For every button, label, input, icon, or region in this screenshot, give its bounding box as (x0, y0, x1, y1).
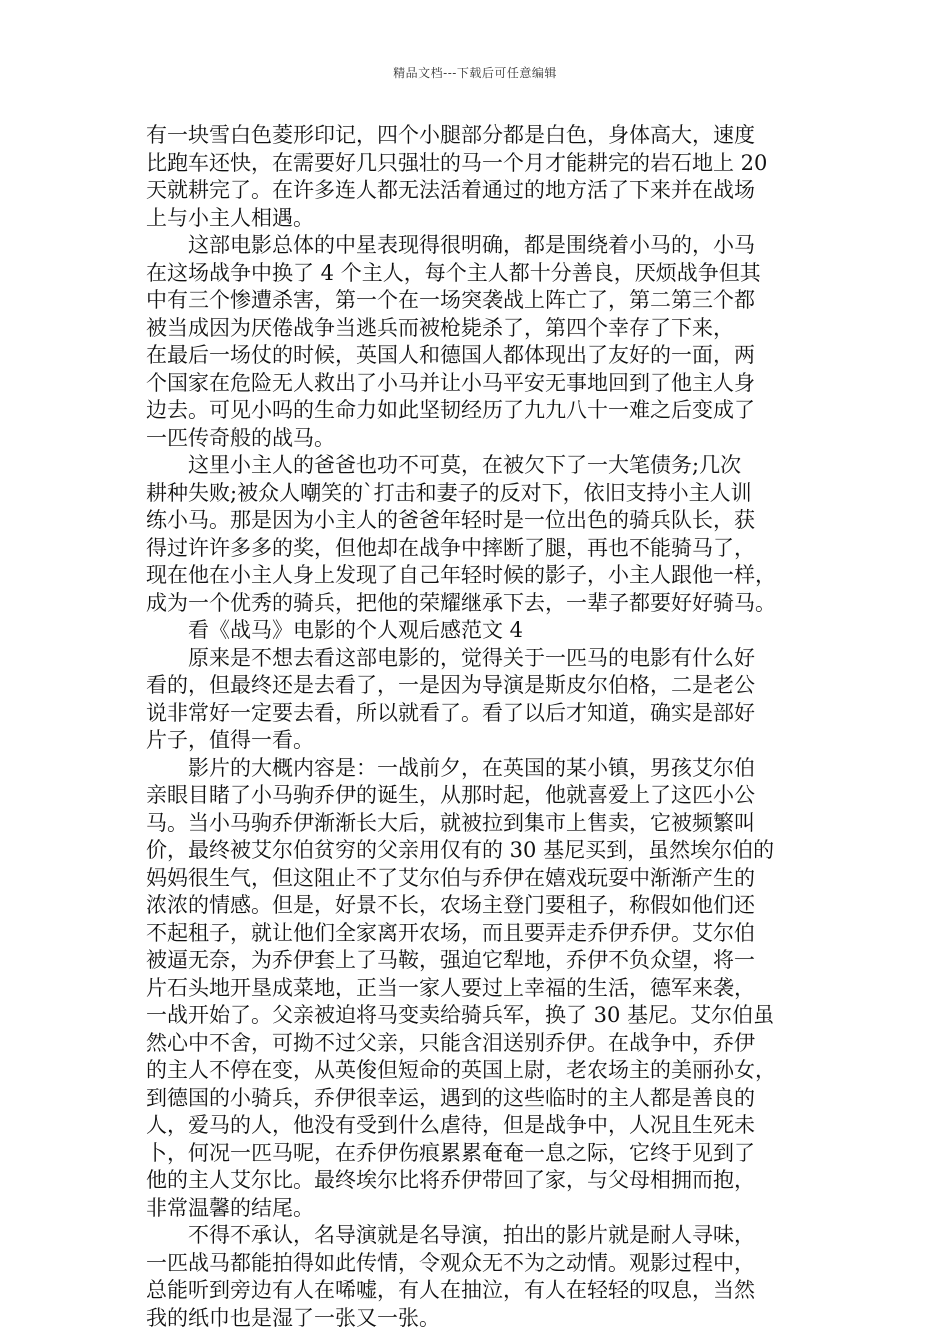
document-body (146, 122, 806, 1332)
text-line: 看的，但最终还是去看了，一是因为导演是斯皮尔伯格，二是老公 (146, 673, 755, 697)
text-line: 亲眼目睹了小马驹乔伊的诞生，从那时起，他就喜爱上了这匹小公 (146, 783, 755, 807)
text-line: 天就耕完了。在许多连人都无法活着通过的地方活了下来并在战场 (146, 178, 755, 202)
text-line: 这里小主人的爸爸也功不可莫，在被欠下了一大笔债务;几次 (146, 453, 742, 477)
text-line: 人，爱马的人，他没有受到什么虐待，但是战争中，人况且生死未 (146, 1113, 755, 1137)
text-line: 我的纸巾也是湿了一张又一张。 (146, 1305, 440, 1330)
text-line: 耕种失败;被众人嘲笑的`打击和妻子的反对下，依旧支持小主人训 (146, 480, 752, 505)
text-line: 然心中不舍，可拗不过父亲，只能含泪送别乔伊。在战争中，乔伊 (146, 1030, 755, 1055)
text-line: 说非常好一定要去看，所以就看了。看了以后才知道，确实是部好 (146, 700, 755, 725)
text-line: 马。当小马驹乔伊渐渐长大后，就被拉到集市上售卖，它被频繁叫 (146, 810, 755, 835)
text-line: 练小马。那是因为小主人的爸爸年轻时是一位出色的骑兵队长，获 (146, 508, 755, 532)
text-line: 一匹传奇般的战马。 (146, 425, 335, 450)
text-line: 现在他在小主人身上发现了自己年轻时候的影子，小主人跟他一样， (146, 563, 776, 587)
text-line: 个国家在危险无人救出了小马并让小马平安无事地回到了他主人身 (146, 370, 755, 395)
text-line: 片子，值得一看。 (146, 728, 314, 752)
text-line: 片石头地开垦成菜地，正当一家人要过上幸福的生活，德军来袭， (146, 975, 755, 1000)
text-line: 不起租子，就让他们全家离开农场，而且要弄走乔伊乔伊。艾尔伯 (146, 920, 755, 945)
text-line: 边去。可见小吗的生命力如此坚韧经历了九九八十一难之后变成了 (146, 398, 755, 422)
text-line: 一战开始了。父亲被迫将马变卖给骑兵军，换了 30 基尼。艾尔伯虽 (146, 1003, 775, 1027)
text-line: 看《战马》电影的个人观后感范文 4 (146, 618, 524, 642)
text-line: 被逼无奈，为乔伊套上了马鞍，强迫它犁地，乔伊不负众望，将一 (146, 948, 755, 972)
text-line: 有一块雪白色菱形印记，四个小腿部分都是白色，身体高大，速度 (146, 123, 755, 147)
text-line: 在最后一场仗的时候，英国人和德国人都体现出了友好的一面，两 (146, 343, 755, 367)
page-header: 精品文档---下载后可任意编辑 (393, 66, 557, 80)
text-line: 价，最终被艾尔伯贫穷的父亲用仅有的 30 基尼买到，虽然埃尔伯的 (146, 838, 775, 862)
text-line: 到德国的小骑兵，乔伊很幸运，遇到的这些临时的主人都是善良的 (146, 1085, 755, 1110)
text-line: 这部电影总体的中星表现得很明确，都是围绕着小马的，小马 (146, 233, 755, 257)
text-line: 妈妈很生气，但这阻止不了艾尔伯与乔伊在嬉戏玩耍中渐渐产生的 (146, 865, 755, 890)
text-line: 比跑车还快，在需要好几只强壮的马一个月才能耕完的岩石地上 20 (146, 150, 768, 175)
text-line: 在这场战争中换了 4 个主人，每个主人都十分善良，厌烦战争但其 (146, 260, 761, 285)
text-line: 的主人不停在变，从英俊但短命的英国上尉，老农场主的美丽孙女， (146, 1058, 776, 1082)
text-line: 卜，何况一匹马呢，在乔伊伤痕累累奄奄一息之际，它终于见到了 (146, 1140, 755, 1165)
text-line: 影片的大概内容是：一战前夕，在英国的某小镇，男孩艾尔伯 (146, 755, 755, 780)
text-line: 一匹战马都能拍得如此传情，令观众无不为之动情。观影过程中， (146, 1250, 755, 1275)
text-line: 被当成因为厌倦战争当逃兵而被枪毙杀了，第四个幸存了下来， (146, 315, 734, 340)
text-line: 他的主人艾尔比。最终埃尔比将乔伊带回了家，与父母相拥而抱， (146, 1168, 755, 1192)
text-line: 非常温馨的结尾。 (146, 1195, 314, 1220)
text-line: 得过许许多多的奖，但他却在战争中摔断了腿，再也不能骑马了， (146, 535, 755, 560)
text-line: 不得不承认，名导演就是名导演，拍出的影片就是耐人寻味， (146, 1223, 755, 1247)
text-line: 原来是不想去看这部电影的，觉得关于一匹马的电影有什么好 (146, 645, 755, 670)
text-line: 浓浓的情感。但是，好景不长，农场主登门要租子，称假如他们还 (146, 893, 755, 917)
text-line: 总能听到旁边有人在唏嘘，有人在抽泣，有人在轻轻的叹息，当然 (146, 1278, 755, 1302)
text-line: 中有三个惨遭杀害，第一个在一场突袭战上阵亡了，第二第三个都 (146, 288, 755, 312)
text-line: 上与小主人相遇。 (146, 205, 314, 230)
text-line: 成为一个优秀的骑兵，把他的荣耀继承下去，一辈子都要好好骑马。 (146, 590, 776, 615)
